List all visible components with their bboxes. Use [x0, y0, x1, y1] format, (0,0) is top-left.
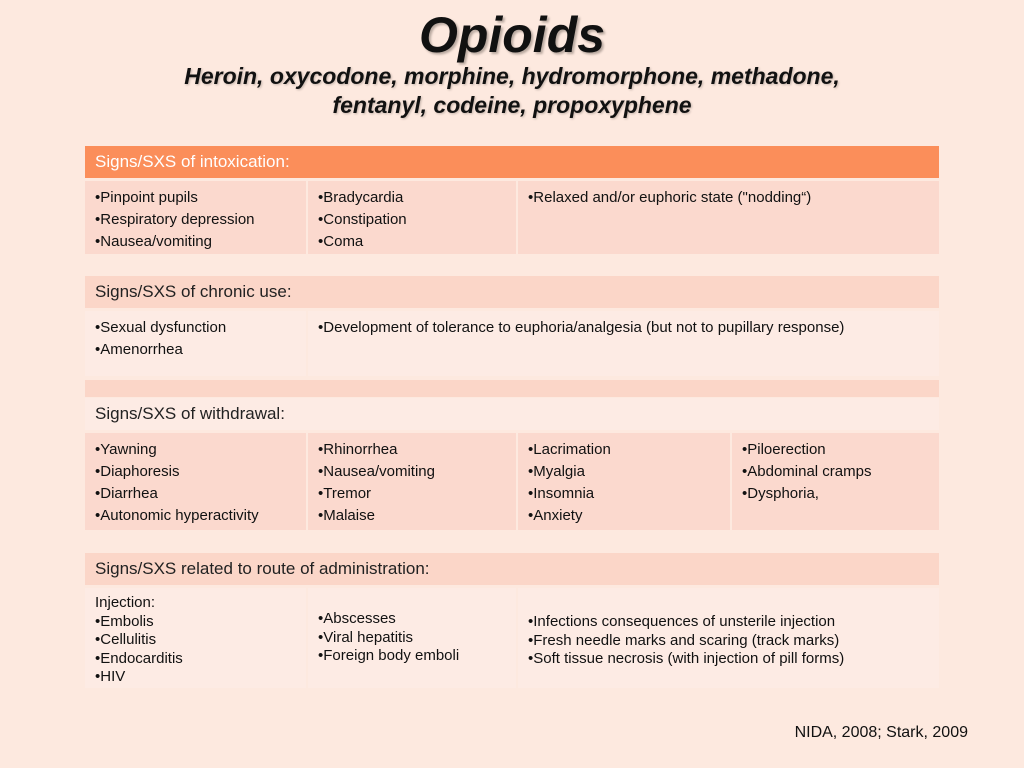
list-item: • Constipation: [318, 209, 506, 231]
withdrawal-header: Signs/SXS of withdrawal:: [85, 398, 939, 430]
list-item: • Yawning: [95, 439, 296, 461]
bullet-list: [318, 187, 506, 253]
route-col-3: [518, 588, 939, 688]
list-item: • Malaise: [318, 505, 506, 527]
bullet-list: [95, 439, 296, 527]
bullet-list: [318, 610, 506, 666]
chronic-col-2: [308, 311, 939, 376]
subtitle-line-1: Heroin, oxycodone, morphine, hydromorphone, methadone,: [184, 63, 840, 89]
slide-subtitle: [0, 62, 1024, 120]
bullet-list: [528, 439, 720, 527]
citation: NIDA, 2008; Stark, 2009: [794, 724, 968, 741]
slide-title: Opioids: [418, 7, 606, 63]
intoxication-header: Signs/SXS of intoxication:: [85, 146, 939, 178]
list-item: • Piloerection: [742, 439, 929, 461]
chronic-header: Signs/SXS of chronic use:: [85, 276, 939, 308]
list-item: • Autonomic hyperactivity: [95, 505, 296, 527]
withdrawal-col-4: [732, 433, 939, 530]
list-item: • Cellulitis: [95, 631, 296, 650]
chronic-section: [85, 276, 939, 397]
bullet-list: [528, 613, 929, 669]
withdrawal-col-2: [308, 433, 516, 530]
bullet-list: [528, 187, 929, 209]
list-item: • Dysphoria,: [742, 483, 929, 505]
chronic-col-1: [85, 311, 306, 376]
list-item: • Viral hepatitis: [318, 629, 506, 648]
list-item: • Fresh needle marks and scaring (track marks): [528, 632, 929, 651]
list-item: • HIV: [95, 668, 296, 687]
list-item: • Endocarditis: [95, 650, 296, 669]
list-item: • Nausea/vomiting: [95, 231, 296, 253]
list-item: • Respiratory depression: [95, 209, 296, 231]
list-item: • Abscesses: [318, 610, 506, 629]
list-item: • Infections consequences of unsterile injection: [528, 613, 929, 632]
list-item: • Lacrimation: [528, 439, 720, 461]
withdrawal-col-1: [85, 433, 306, 530]
list-item: • Embolis: [95, 613, 296, 632]
list-item: • Pinpoint pupils: [95, 187, 296, 209]
route-section: [85, 553, 939, 688]
intoxication-col-1: [85, 181, 306, 254]
list-item: • Tremor: [318, 483, 506, 505]
list-item: • Sexual dysfunction: [95, 317, 296, 339]
list-item: • Coma: [318, 231, 506, 253]
intoxication-col-3: [518, 181, 939, 254]
subtitle-line-2: fentanyl, codeine, propoxyphene: [332, 92, 692, 118]
list-item: • Diarrhea: [95, 483, 296, 505]
bullet-list: [95, 613, 296, 687]
bullet-list: [95, 187, 296, 253]
withdrawal-col-3: [518, 433, 730, 530]
route-col-2: [308, 588, 516, 688]
intoxication-section: [85, 146, 939, 254]
injection-label: Injection:: [95, 594, 156, 611]
list-item: • Rhinorrhea: [318, 439, 506, 461]
list-item: • Soft tissue necrosis (with injection of pill forms): [528, 650, 929, 669]
list-item: • Anxiety: [528, 505, 720, 527]
section-divider: [85, 380, 939, 397]
withdrawal-section: [85, 398, 939, 530]
list-item: • Relaxed and/or euphoric state ("nodding“): [528, 187, 929, 209]
list-item: • Bradycardia: [318, 187, 506, 209]
route-col-1: [85, 588, 306, 688]
bullet-list: [742, 439, 929, 505]
list-item: • Insomnia: [528, 483, 720, 505]
route-header: Signs/SXS related to route of administration:: [85, 553, 939, 585]
list-item: • Abdominal cramps: [742, 461, 929, 483]
intoxication-col-2: [308, 181, 516, 254]
bullet-list: [318, 439, 506, 527]
bullet-list: [318, 317, 929, 339]
list-item: • Foreign body emboli: [318, 647, 506, 666]
list-item: • Myalgia: [528, 461, 720, 483]
list-item: • Development of tolerance to euphoria/analgesia (but not to pupillary response): [318, 317, 929, 339]
bullet-list: [95, 317, 296, 361]
list-item: • Amenorrhea: [95, 339, 296, 361]
list-item: • Nausea/vomiting: [318, 461, 506, 483]
list-item: • Diaphoresis: [95, 461, 296, 483]
